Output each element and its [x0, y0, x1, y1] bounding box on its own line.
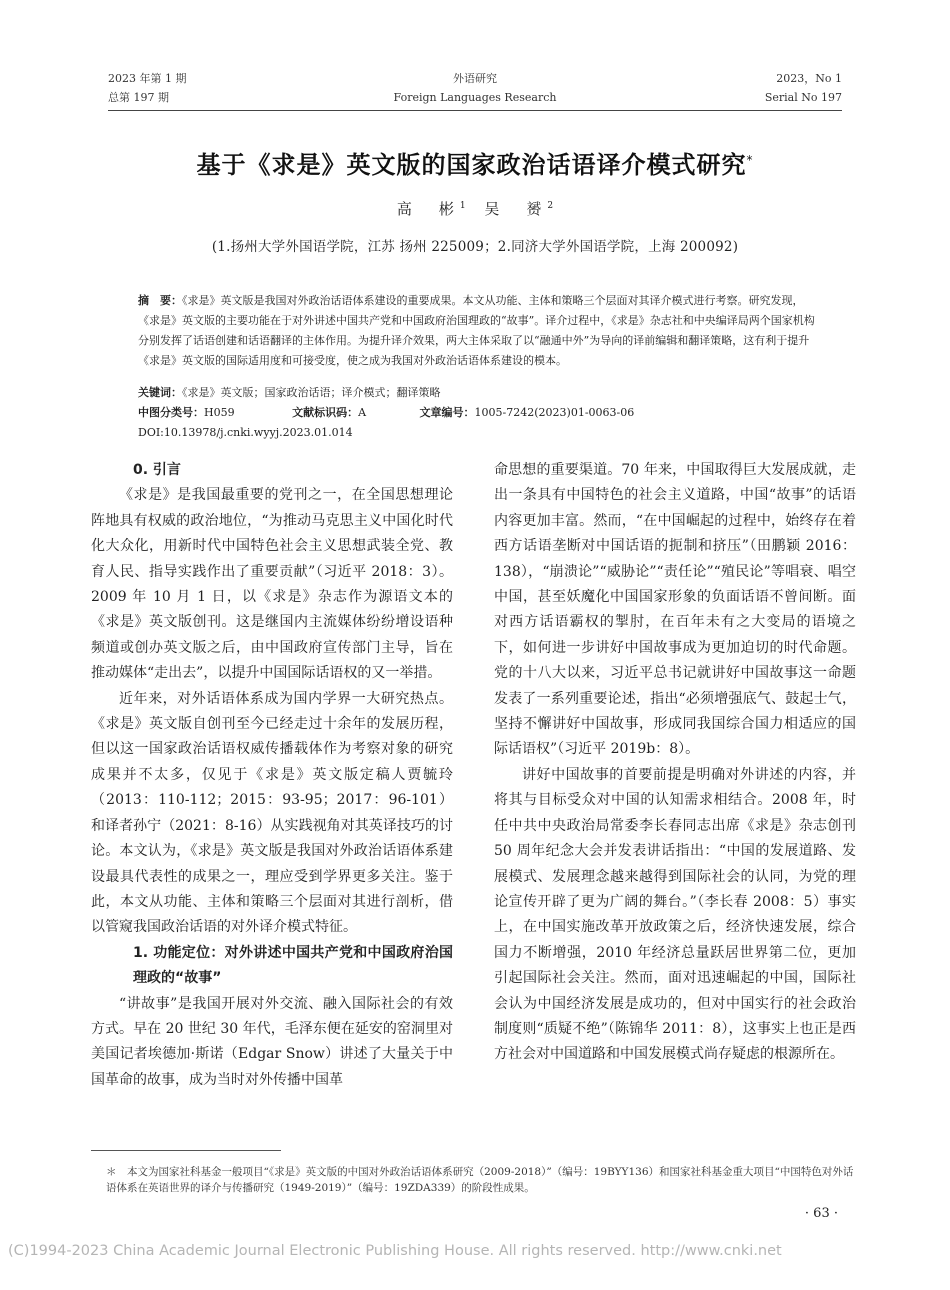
body-paragraph: 命思想的重要渠道。70 年来，中国取得巨大发展成就，走出一条具有中国特色的社会主义道路，中国“故事”的话语内容更加丰富。然而，“在中国崛起的过程中，始终存在着西方话语垄断对中国话语的扼制和挤压”（田鹏颖 2016：138），“崩溃论”“威胁论”“责任论”“殖民论”等唱衰、唱空中国，甚至妖魔化中国国家形象的负面话语不曾间断。面对西方话语霸权的掣肘，在百年未有之大变局的语境之下，如何进一步讲好中国故事成为更加迫切的时代命题。党的十八大以来，习近平总书记就讲好中国故事这一命题发表了一系列重要论述，指出“必须增强底气、鼓起士气，坚持不懈讲好中国故事，形成同我国综合国力相适应的国际话语权”（习近平 2019b：8）。 [494, 462, 856, 758]
title-text: 基于《求是》英文版的国家政治话语译介模式研究 [196, 151, 747, 179]
body-paragraph: “讲故事”是我国开展对外交流、融入国际社会的有效方式。早在 20 世纪 30 年代，毛泽东便在延安的窑洞里对美国记者埃德加·斯诺（Edgar Snow）讲述了大量关于中国革命的故事，成为当时对外传播中国革 [91, 995, 453, 1088]
header-serial-en: Serial No 197 [764, 91, 842, 104]
abstract-text: 《求是》英文版是我国对外政治话语体系建设的重要成果。本文从功能、主体和策略三个层面对其译介模式进行考察。研究发现，《求是》英文版的主要功能在于对外讲述中国共产党和中国政府治国理政的“故事”。译介过程中，《求是》杂志社和中央编译局两个国家机构分别发挥了话语创建和话语翻译的主体作用。为提升译介效果，两大主体采取了以“融通中外”为导向的译前编辑和翻译策略，这有利于提升《求是》英文版的国际适用度和可接受度，使之成为我国对外政治话语体系建设的模本。 [138, 294, 815, 367]
body-column-left [91, 458, 453, 1093]
page-number: · 63 · [804, 1206, 838, 1221]
keywords [138, 384, 441, 402]
article-no-value: 1005-7242(2023)01-0063-06 [474, 406, 635, 419]
header-issue-en: 2023，No 1 [776, 72, 842, 85]
journal-name-cn: 外语研究 [453, 72, 497, 85]
title-footnote-mark: * [746, 153, 754, 167]
header-divider [108, 110, 842, 111]
header-serial-cn: 总第 197 期 [108, 91, 169, 104]
article-no-label: 文章编号： [419, 406, 475, 419]
abstract [138, 291, 818, 371]
header-issue: 2023 年第 1 期 [108, 72, 187, 85]
keywords-label: 关键词： [138, 386, 182, 399]
classification-value: H059 [204, 406, 235, 419]
doc-code-label: 文献标识码： [292, 406, 359, 419]
article-title [0, 145, 950, 180]
body-column-right [494, 458, 856, 1068]
body-paragraph: 讲好中国故事的首要前提是明确对外讲述的内容，并将其与目标受众对中国的认知需求相结合。2008 年，时任中共中央政治局常委李长春同志出席《求是》杂志创刊 50 周年纪念大会并发表讲话指出：“中国的发展道路、发展模式、发展理念越来越得到国际社会的认同，为党的理论宣传开辟了更为广阔的舞台。”（李长春 2008：5）事实上，在中国实施改革开放政策之后，经济快速发展，综合国力不断增强，2010 年经济总量跃居世界第二位，更加引起国际社会关注。然而，面对迅速崛起的中国，国际社会认为中国经济发展是成功的，但对中国实行的社会政治制度则“质疑不绝”（陈锦华 2011：8），这事实上也正是西方社会对中国道路和中国发展模式尚存疑虑的根源所在。 [494, 766, 856, 1063]
classification-label: 中图分类号： [138, 406, 204, 419]
author-name: 高 彬 [396, 200, 460, 218]
author-affil-mark: 1 [459, 201, 466, 211]
author-affil-mark: 2 [547, 201, 554, 211]
body-paragraph: 《求是》是我国最重要的党刊之一，在全国思想理论阵地具有权威的政治地位，“为推动马克思主义中国化时代化大众化，用新时代中国特色社会主义思想武装全党、教育人民、指导实践作出了重要贡献”（习近平 2018：3）。2009 年 10 月 1 日，以《求是》杂志作为源语文本的《求是》英文版创刊。这是继国内主流媒体纷纷增设语种频道或创办英文版之后，由中国政府宣传部门主导，旨在推动媒体“走出去”，以提升中国国际话语权的又一举措。 [91, 487, 453, 682]
authors [0, 198, 950, 219]
keywords-text: 《求是》英文版；国家政治话语；译介模式；翻译策略 [182, 386, 441, 399]
author-name: 吴 赟 [484, 200, 548, 218]
footnote-divider [91, 1150, 281, 1151]
body-paragraph: 近年来，对外话语体系成为国内学界一大研究热点。《求是》英文版自创刊至今已经走过十余年的发展历程，但以这一国家政治话语权威传播载体作为考察对象的研究成果并不太多，仅见于《求是》英文版定稿人贾毓玲（2013：110-112；2015：93-95；2017：96-101）和译者孙宁（2021：8-16）从实践视角对其英译技巧的讨论。本文认为，《求是》英文版是我国对外政治话语体系建设最具代表性的成果之一，理应受到学界更多关注。鉴于此，本文从功能、主体和策略三个层面对其进行剖析，借以管窥我国政治话语的对外译介模式特征。 [91, 690, 453, 936]
section-heading-intro: 0. 引言 [133, 462, 181, 478]
affiliation: (1.扬州大学外国语学院，江苏 扬州 225009；2.同济大学外国语学院，上海 200092) [211, 239, 739, 255]
footnote: ＊ 本文为国家社科基金一般项目“《求是》英文版的中国对外政治话语体系研究（2009-2018）”（编号：19BYY136）和国家社科基金重大项目“中国特色对外话语体系在英语世界的译介与传播研究（1949-2019）”（编号：19ZDA339）的阶段性成果。 [106, 1166, 854, 1194]
classification-line [138, 404, 634, 422]
copyright-watermark: (C)1994-2023 China Academic Journal Electronic Publishing House. All rights reserved. http://www.cnki.net [8, 1243, 782, 1259]
doi: DOI:10.13978/j.cnki.wyyj.2023.01.014 [138, 426, 353, 439]
abstract-label: 摘 要： [138, 294, 182, 307]
section-heading-1: 1. 功能定位：对外讲述中国共产党和中国政府治国理政的“故事” [133, 944, 453, 987]
journal-name-en: Foreign Languages Research [393, 91, 557, 104]
doc-code-value: A [358, 406, 367, 419]
